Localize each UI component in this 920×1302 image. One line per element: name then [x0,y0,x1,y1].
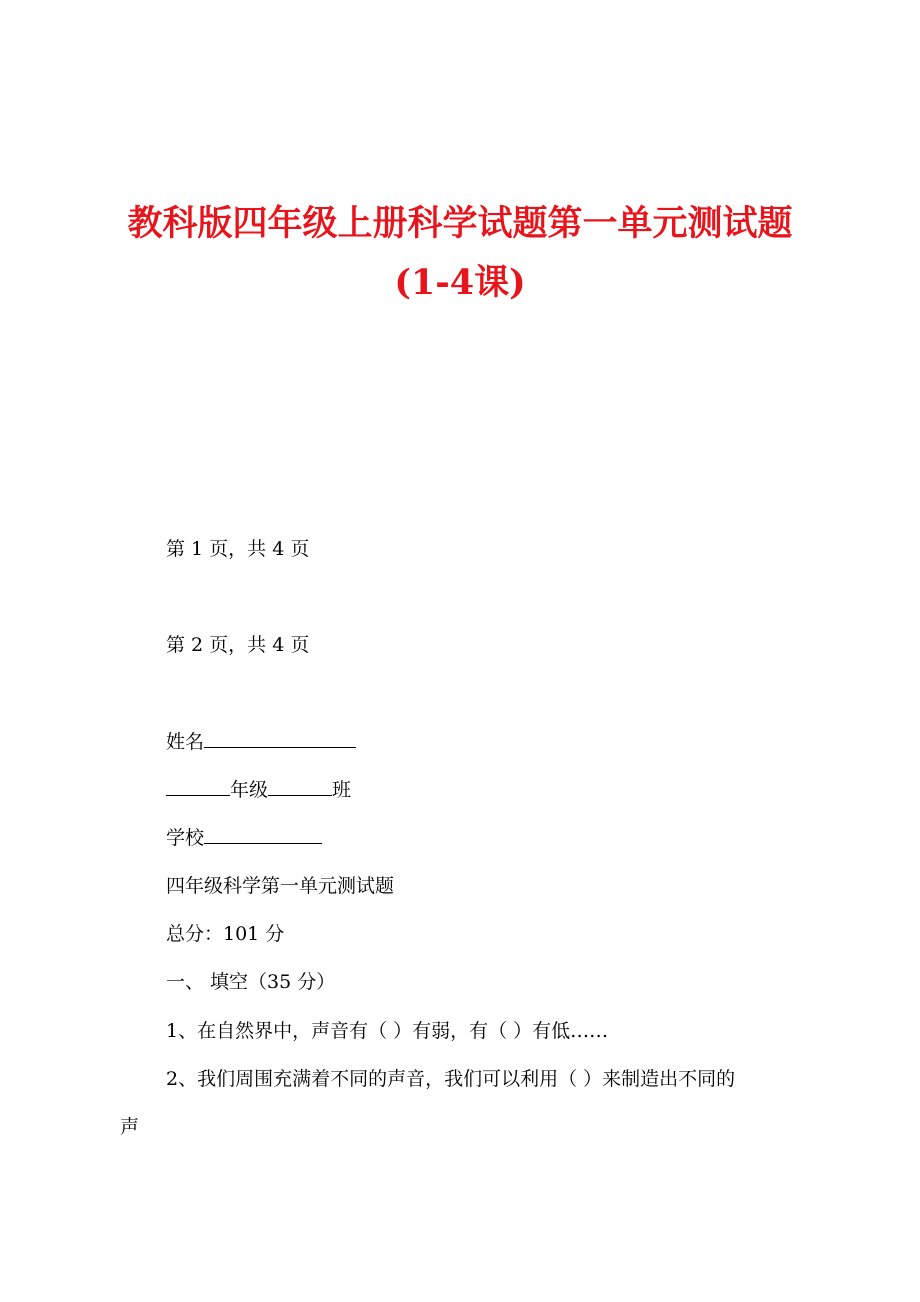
name-field-row [166,729,356,754]
question-2-line-2: 声 [120,1116,140,1138]
page-indicator-2: 第 2 页，共 4 页 [166,634,310,656]
school-field-row [166,825,322,850]
grade-label: 年级 [230,779,269,801]
name-label: 姓名 [166,731,205,753]
section-one-heading: 一、 填空（35 分） [166,971,336,993]
document-subtitle: (1-4课) [394,262,526,303]
total-score: 总分：101 分 [166,923,285,945]
class-blank [268,777,332,796]
page-indicator-1: 第 1 页，共 4 页 [166,538,310,560]
name-blank [204,729,356,748]
school-label: 学校 [166,827,205,849]
exam-title: 四年级科学第一单元测试题 [166,875,395,897]
question-1: 1、在自然界中，声音有（ ）有弱，有（ ）有低…… [166,1020,609,1042]
grade-blank [166,777,230,796]
school-blank [204,825,322,844]
grade-class-row [166,777,351,802]
question-2-line-1: 2、我们周围充满着不同的声音，我们可以利用（ ）来制造出不同的 [166,1068,736,1090]
class-label: 班 [332,779,352,801]
document-title: 教科版四年级上册科学试题第一单元测试题 [127,203,793,244]
